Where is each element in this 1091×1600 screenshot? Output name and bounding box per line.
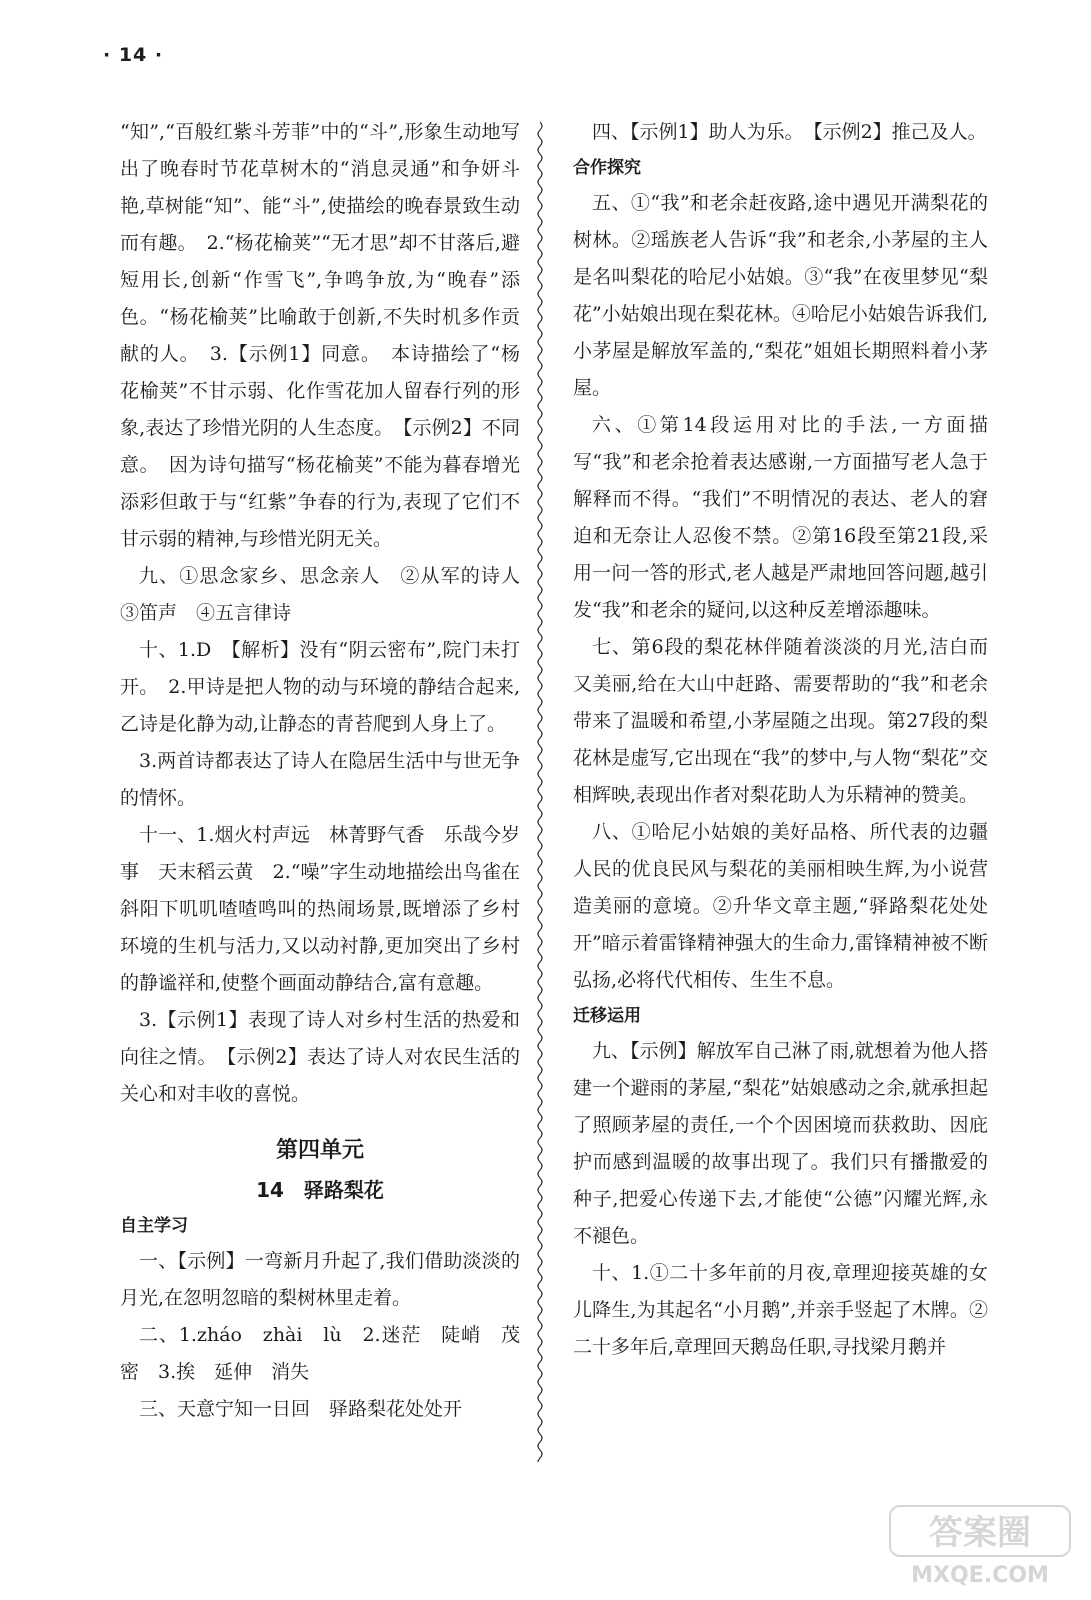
answer-paragraph: 十一、1.烟火村声远 林菁野气香 乐哉今岁事 天末稻云黄 2.“噪”字生动地描绘出鸟雀在斜阳下叽叽喳喳鸣叫的热闹场景,既增添了乡村环境的生机与活力,又以动衬静,更加突出了乡村的静谧祥和,使整个画面动静结合,富有意趣。: [120, 824, 520, 994]
answer-paragraph: 五、①“我”和老余赶夜路,途中遇见开满梨花的树林。②瑶族老人告诉“我”和老余,小茅屋的主人是名叫梨花的哈尼小姑娘。③“我”在夜里梦见“梨花”小姑娘出现在梨花林。④哈尼小姑娘告诉我们,小茅屋是解放军盖的,“梨花”姐姐长期照料着小茅屋。: [573, 192, 988, 399]
column-divider: [534, 122, 546, 1462]
answer-paragraph: 一、【示例】一弯新月升起了,我们借助淡淡的月光,在忽明忽暗的梨树林里走着。: [120, 1250, 520, 1309]
answer-paragraph: 八、①哈尼小姑娘的美好品格、所代表的边疆人民的优良民风与梨花的美丽相映生辉,为小说营造美丽的意境。②升华文章主题,“驿路梨花处处开”暗示着雷锋精神强大的生命力,雷锋精神被不断弘扬,必将代代相传、生生不息。: [573, 821, 988, 991]
section-heading: 迁移运用: [573, 1006, 641, 1026]
section-heading: 自主学习: [120, 1216, 188, 1236]
answer-paragraph: 九、①思念家乡、思念亲人 ②从军的诗人 ③笛声 ④五言律诗: [120, 565, 540, 624]
left-column: [120, 114, 540, 1428]
answer-paragraph: 六、①第14段运用对比的手法,一方面描写“我”和老余抢着表达感谢,一方面描写老人急于解释而不得。“我们”不明情况的表达、老人的窘迫和无奈让人忍俊不禁。②第16段至第21段,采用一问一答的形式,老人越是严肃地回答问题,越引发“我”和老余的疑问,以这种反差增添趣味。: [573, 414, 988, 621]
answer-paragraph: “知”,“百般红紫斗芳菲”中的“斗”,形象生动地写出了晚春时节花草树木的“消息灵通”和争妍斗艳,草树能“知”、能“斗”,使描绘的晚春景致生动而有趣。 2.“杨花榆荚”“无才思”却不甘落后,避短用长,创新“作雪飞”,争鸣争放,为“晚春”添色。“杨花榆荚”比喻敢于创新,不失时机多作贡献的人。 3.【示例1】同意。 本诗描绘了“杨花榆荚”不甘示弱、化作雪花加人留春行列的形象,表达了珍惜光阴的人生态度。 【示例2】不同意。 因为诗句描写“杨花榆荚”不能为暮春增光添彩但敢于与“红紫”争春的行为,表现了它们不甘示弱的精神,与珍惜光阴无关。: [120, 121, 520, 550]
answer-paragraph: 十、1.D 【解析】没有“阴云密布”,院门未打开。 2.甲诗是把人物的动与环境的静结合起来,乙诗是化静为动,让静态的青苔爬到人身上了。: [120, 639, 520, 735]
answer-paragraph: 3.两首诗都表达了诗人在隐居生活中与世无争的情怀。: [120, 750, 520, 809]
unit-title: 第四单元: [275, 1138, 364, 1163]
page-number: · 14 ·: [103, 44, 164, 66]
answer-paragraph: 十、1.①二十多年前的月夜,章理迎接英雄的女儿降生,为其起名“小月鹅”,并亲手竖起了木牌。②二十多年后,章理回天鹅岛任职,寻找梁月鹅并: [573, 1262, 988, 1358]
answer-paragraph: 三、天意宁知一日回 驿路梨花处处开: [139, 1398, 463, 1420]
watermark-logo: [880, 1500, 1080, 1595]
section-heading: 合作探究: [573, 158, 641, 178]
answer-paragraph: 3.【示例1】表现了诗人对乡村生活的热爱和向往之情。 【示例2】表达了诗人对农民生活的关心和对丰收的喜悦。: [120, 1009, 520, 1105]
answer-paragraph: 二、1.zháo zhài lù 2.迷茫 陡峭 茂密 3.挨 延伸 消失: [120, 1324, 520, 1383]
svg-text:MXQE.COM: MXQE.COM: [911, 1563, 1049, 1588]
right-column: [573, 114, 988, 1366]
svg-text:答案圈: 答案圈: [929, 1513, 1031, 1553]
answer-paragraph: 四、【示例1】助人为乐。 【示例2】推己及人。: [592, 121, 987, 143]
lesson-title: 14 驿路梨花: [256, 1178, 384, 1202]
answer-paragraph: 七、第6段的梨花林伴随着淡淡的月光,洁白而又美丽,给在大山中赶路、需要帮助的“我”和老余带来了温暖和希望,小茅屋随之出现。第27段的梨花林是虚写,它出现在“我”的梦中,与人物“梨花”交相辉映,表现出作者对梨花助人为乐精神的赞美。: [573, 636, 988, 806]
answer-paragraph: 九、【示例】解放军自己淋了雨,就想着为他人搭建一个避雨的茅屋,“梨花”姑娘感动之余,就承担起了照顾茅屋的责任,一个个因困境而获救助、因庇护而感到温暖的故事出现了。我们只有播撒爱的种子,把爱心传递下去,才能使“公德”闪耀光辉,永不褪色。: [573, 1040, 988, 1247]
